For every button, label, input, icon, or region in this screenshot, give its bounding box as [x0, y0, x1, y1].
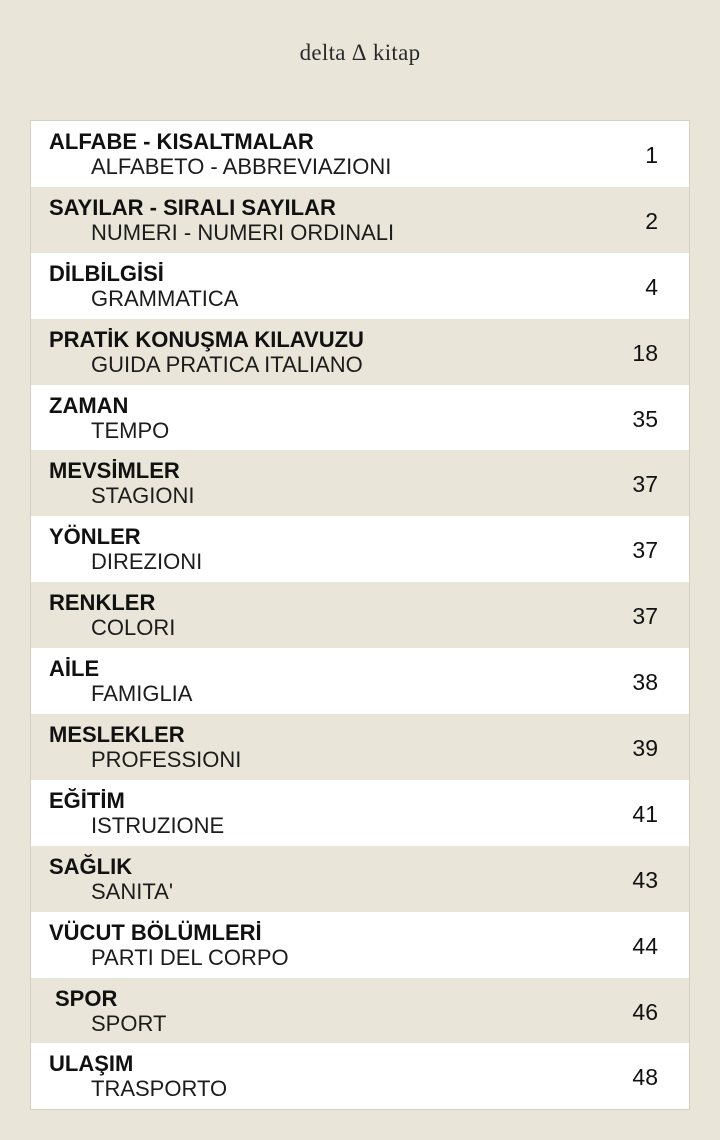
- toc-title-turkish: AİLE: [49, 656, 100, 682]
- toc-title-italian: ALFABETO - ABBREVIAZIONI: [91, 154, 392, 179]
- toc-title-italian: TRASPORTO: [91, 1076, 228, 1102]
- toc-title-turkish: SAYILAR - SIRALI SAYILAR: [49, 194, 336, 220]
- toc-title-turkish: SPOR: [55, 985, 118, 1011]
- toc-row[interactable]: [31, 253, 689, 319]
- toc-page-number: 37: [632, 471, 658, 498]
- toc-title-italian: ISTRUZIONE: [91, 812, 225, 838]
- table-of-contents: [30, 120, 690, 1110]
- toc-title-turkish: YÖNLER: [49, 524, 141, 550]
- toc-page-number: 1: [645, 142, 658, 168]
- toc-row[interactable]: [31, 319, 689, 385]
- toc-page-number: 18: [632, 339, 658, 366]
- toc-page-number: 2: [645, 207, 658, 234]
- brand-name-right: kitap: [372, 40, 421, 65]
- toc-title-turkish: SAĞLIK: [49, 853, 133, 879]
- toc-title-italian: FAMIGLIA: [91, 681, 193, 707]
- toc-title-turkish: MEVSİMLER: [49, 458, 180, 484]
- toc-title-turkish: MESLEKLER: [49, 722, 185, 748]
- toc-title-italian: GUIDA PRATICA ITALIANO: [91, 351, 363, 377]
- toc-title-turkish: ALFABE - KISALTMALAR: [49, 129, 314, 154]
- toc-title-italian: SPORT: [91, 1010, 167, 1036]
- toc-title-turkish: EĞİTİM: [49, 787, 125, 813]
- toc-page-number: 43: [632, 866, 658, 893]
- toc-row[interactable]: [31, 912, 689, 978]
- publisher-logo: [0, 40, 720, 66]
- toc-row[interactable]: [31, 121, 689, 187]
- toc-title-italian: COLORI: [91, 615, 176, 641]
- toc-title-italian: PROFESSIONI: [91, 747, 242, 773]
- toc-title-italian: TEMPO: [91, 417, 170, 443]
- toc-page-number: 48: [632, 1064, 658, 1091]
- toc-title-turkish: RENKLER: [49, 590, 156, 616]
- toc-row[interactable]: [31, 780, 689, 846]
- toc-title-italian: DIREZIONI: [91, 549, 203, 575]
- toc-title-turkish: DİLBİLGİSİ: [49, 260, 164, 286]
- toc-title-turkish: VÜCUT BÖLÜMLERİ: [49, 919, 262, 945]
- toc-row[interactable]: [31, 385, 689, 451]
- toc-title-turkish: ULAŞIM: [49, 1051, 134, 1077]
- toc-row[interactable]: [31, 978, 689, 1044]
- toc-page-number: 37: [632, 537, 658, 564]
- toc-page-number: 35: [632, 405, 658, 432]
- toc-row[interactable]: [31, 187, 689, 253]
- toc-page-number: 37: [632, 603, 658, 630]
- toc-page-number: 39: [632, 735, 658, 762]
- toc-title-turkish: ZAMAN: [49, 392, 129, 418]
- toc-row[interactable]: [31, 516, 689, 582]
- toc-title-turkish: PRATİK KONUŞMA KILAVUZU: [49, 326, 364, 352]
- toc-page-number: 4: [645, 273, 658, 300]
- brand-name-left: delta: [299, 40, 346, 65]
- toc-row[interactable]: [31, 1043, 689, 1109]
- toc-row[interactable]: [31, 450, 689, 516]
- delta-icon: Δ: [351, 40, 367, 65]
- toc-title-italian: GRAMMATICA: [91, 285, 239, 311]
- toc-title-italian: NUMERI - NUMERI ORDINALI: [91, 219, 395, 245]
- toc-row[interactable]: [31, 714, 689, 780]
- toc-title-italian: SANITA': [91, 878, 174, 904]
- toc-row[interactable]: [31, 648, 689, 714]
- toc-page-number: 46: [632, 998, 658, 1025]
- toc-row[interactable]: [31, 582, 689, 648]
- toc-page-number: 41: [632, 800, 658, 827]
- toc-title-italian: PARTI DEL CORPO: [91, 944, 289, 970]
- toc-title-italian: STAGIONI: [91, 483, 195, 509]
- toc-row[interactable]: [31, 846, 689, 912]
- toc-page-number: 38: [632, 669, 658, 696]
- toc-page-number: 44: [632, 932, 658, 959]
